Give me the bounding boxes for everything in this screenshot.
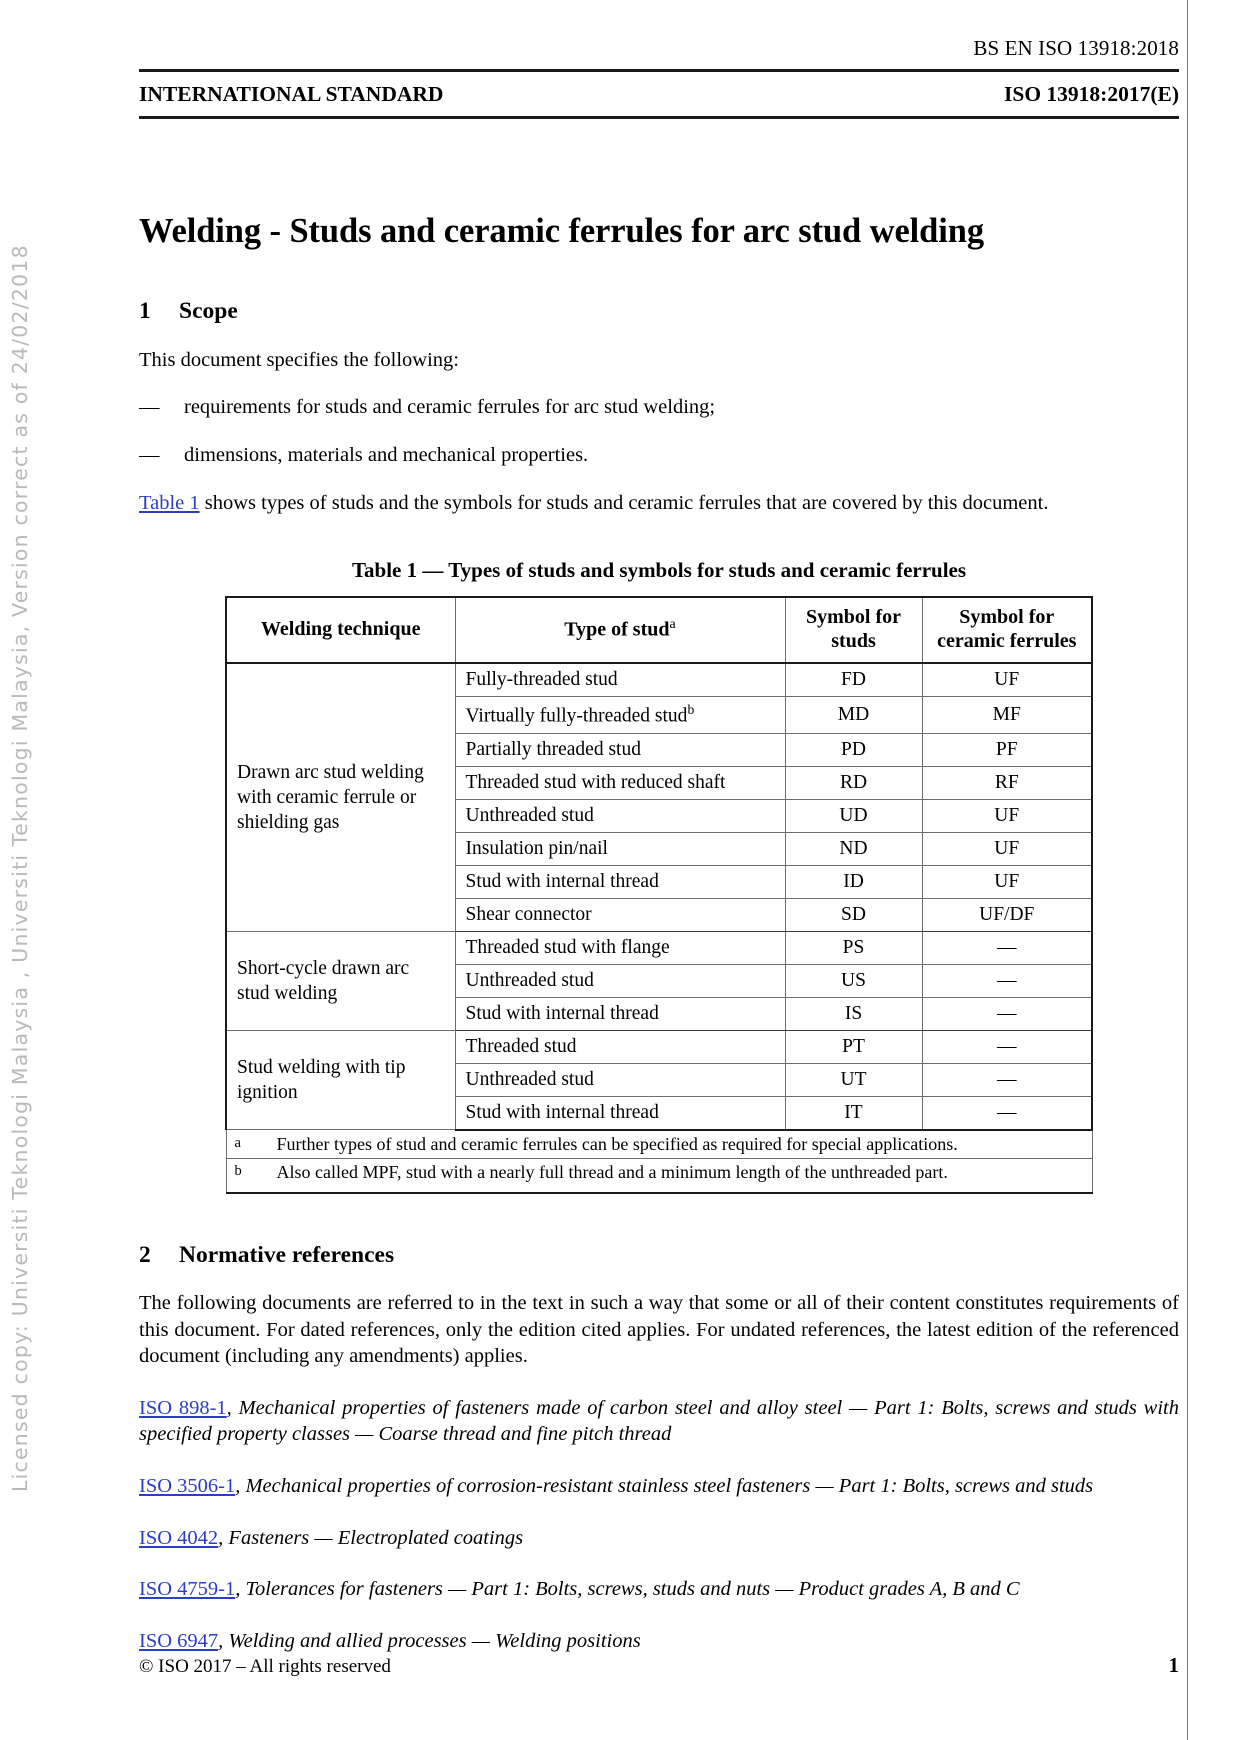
page-title: Welding - Studs and ceramic ferrules for arc stud welding bbox=[139, 212, 984, 250]
scope-list-item-text: requirements for studs and ceramic ferrules for arc stud welding; bbox=[184, 396, 716, 419]
page-footer bbox=[139, 1653, 1179, 1678]
stud-symbol: ID bbox=[785, 865, 922, 898]
column-header-symbol-for-ceramic-ferrules: Symbol for ceramic ferrules bbox=[922, 597, 1092, 663]
stud-type: Shear connector bbox=[455, 898, 785, 931]
ferrule-symbol: UF bbox=[922, 663, 1092, 697]
ferrule-symbol: RF bbox=[922, 766, 1092, 799]
scope-list-item-text: dimensions, materials and mechanical properties. bbox=[184, 443, 589, 466]
stud-type: Partially threaded stud bbox=[455, 733, 785, 766]
page-number: 1 bbox=[1168, 1653, 1179, 1677]
page-content bbox=[139, 0, 1179, 1655]
table-reference-paragraph bbox=[139, 490, 1179, 517]
page-edge-rule bbox=[1187, 0, 1188, 1740]
stud-type: Stud with internal thread bbox=[455, 865, 785, 898]
stud-symbol: FD bbox=[785, 663, 922, 697]
stud-type: Unthreaded stud bbox=[455, 964, 785, 997]
ferrule-symbol: — bbox=[922, 997, 1092, 1030]
stud-symbol: IS bbox=[785, 997, 922, 1030]
footnote-marker-b: b bbox=[687, 702, 695, 718]
ferrule-symbol: — bbox=[922, 931, 1092, 964]
iso-898-1-link[interactable]: ISO 898-1 bbox=[139, 1396, 227, 1419]
stud-type: Stud with internal thread bbox=[455, 1096, 785, 1130]
license-watermark: Licensed copy: Universiti Teknologi Malaysia , Universiti Teknologi Malaysia, Version correct as of 24/02/2018 bbox=[8, 244, 32, 1492]
normative-reference bbox=[139, 1525, 1179, 1552]
normative-reference-title: , Mechanical properties of fasteners made of carbon steel and alloy steel — Part 1: Bolts, screws and studs with specified property classes — Coarse thread and fine pitch thread bbox=[139, 1396, 1179, 1446]
stud-type: Unthreaded stud bbox=[455, 1063, 785, 1096]
stud-type: Fully-threaded stud bbox=[455, 663, 785, 697]
stud-type bbox=[455, 697, 785, 734]
scope-list-item bbox=[139, 442, 1179, 469]
stud-type: Threaded stud with reduced shaft bbox=[455, 766, 785, 799]
stud-symbol: SD bbox=[785, 898, 922, 931]
ferrule-symbol: — bbox=[922, 1030, 1092, 1063]
footnote-text-b: Also called MPF, stud with a nearly full thread and a minimum length of the unthreaded part. bbox=[276, 1161, 948, 1182]
ferrule-symbol: UF bbox=[922, 865, 1092, 898]
table-types-of-studs bbox=[225, 596, 1093, 1194]
clause-1-label: Scope bbox=[179, 297, 238, 324]
column-header-welding-technique: Welding technique bbox=[226, 597, 455, 663]
clause-2-number: 2 bbox=[139, 1241, 151, 1268]
ferrule-symbol: — bbox=[922, 964, 1092, 997]
header-rule-bottom bbox=[139, 116, 1179, 119]
stud-symbol: IT bbox=[785, 1096, 922, 1130]
column-header-type-of-stud-label: Type of stud bbox=[564, 618, 670, 641]
stud-type: Threaded stud with flange bbox=[455, 931, 785, 964]
footnote-marker-a: a bbox=[669, 617, 676, 633]
ferrule-symbol: UF bbox=[922, 832, 1092, 865]
normative-reference-title: , Mechanical properties of corrosion-resistant stainless steel fasteners — Part 1: Bolts, screws and studs bbox=[235, 1475, 1094, 1498]
dash-bullet: — bbox=[139, 443, 160, 466]
ferrule-symbol: — bbox=[922, 1063, 1092, 1096]
ferrule-symbol: UF bbox=[922, 799, 1092, 832]
normative-reference bbox=[139, 1628, 1179, 1655]
ferrule-symbol: UF/DF bbox=[922, 898, 1092, 931]
table-reference-text: shows types of studs and the symbols for studs and ceramic ferrules that are covered by this document. bbox=[199, 491, 1049, 514]
iso-3506-1-link[interactable]: ISO 3506-1 bbox=[139, 1475, 236, 1498]
header-row bbox=[139, 72, 1179, 116]
normative-reference-title: , Fasteners — Electroplated coatings bbox=[218, 1526, 524, 1549]
stud-symbol: PS bbox=[785, 931, 922, 964]
stud-type: Threaded stud bbox=[455, 1030, 785, 1063]
normative-reference-title: , Welding and allied processes — Welding positions bbox=[218, 1630, 641, 1653]
footnote-text-a: Further types of stud and ceramic ferrules can be specified as required for special applications. bbox=[276, 1133, 958, 1154]
column-header-symbol-for-studs: Symbol for studs bbox=[785, 597, 922, 663]
normative-reference bbox=[139, 1473, 1179, 1500]
stud-symbol: RD bbox=[785, 766, 922, 799]
stud-symbol: UT bbox=[785, 1063, 922, 1096]
scope-list-item bbox=[139, 394, 1179, 421]
table-header-row bbox=[226, 597, 1092, 663]
bs-standard-number: BS EN ISO 13918:2018 bbox=[973, 36, 1179, 60]
iso-6947-link[interactable]: ISO 6947 bbox=[139, 1630, 219, 1653]
stud-type: Stud with internal thread bbox=[455, 997, 785, 1030]
stud-type-label: Virtually fully-threaded stud bbox=[465, 705, 688, 727]
normative-reference bbox=[139, 1395, 1179, 1448]
clause-2-heading bbox=[139, 1242, 1179, 1269]
group-technique-drawn-arc: Drawn arc stud welding with ceramic ferrule or shielding gas bbox=[226, 663, 455, 931]
stud-symbol: ND bbox=[785, 832, 922, 865]
ferrule-symbol: MF bbox=[922, 697, 1092, 734]
footnote-mark-b: b bbox=[234, 1162, 242, 1179]
clause-1-number: 1 bbox=[139, 297, 151, 324]
footnote-mark-a: a bbox=[234, 1134, 241, 1151]
normative-reference-title: , Tolerances for fasteners — Part 1: Bolts, screws, studs and nuts — Product grades A, B and C bbox=[235, 1578, 1020, 1601]
dash-bullet: — bbox=[139, 396, 160, 419]
table-footnote-a bbox=[226, 1130, 1092, 1159]
column-header-type-of-stud bbox=[455, 597, 785, 663]
table-1-caption: Table 1 — Types of studs and symbols for studs and ceramic ferrules bbox=[351, 558, 967, 583]
normative-reference bbox=[139, 1576, 1179, 1603]
stud-symbol: US bbox=[785, 964, 922, 997]
table-row bbox=[226, 931, 1092, 964]
normative-intro: The following documents are referred to in the text in such a way that some or all of their content constitutes requirements of this document. For dated references, only the edition cited applies. For undated references, the latest edition of the referenced document (including any amendments) applies. bbox=[139, 1291, 1179, 1368]
stud-type: Unthreaded stud bbox=[455, 799, 785, 832]
stud-symbol: MD bbox=[785, 697, 922, 734]
group-technique-tip-ignition: Stud welding with tip ignition bbox=[226, 1030, 455, 1130]
iso-4042-link[interactable]: ISO 4042 bbox=[139, 1526, 219, 1549]
ferrule-symbol: — bbox=[922, 1096, 1092, 1130]
table-footnote-b bbox=[226, 1158, 1092, 1193]
group-technique-short-cycle: Short-cycle drawn arc stud welding bbox=[226, 931, 455, 1030]
scope-intro: This document specifies the following: bbox=[139, 348, 459, 371]
table-footnote-row bbox=[226, 1130, 1092, 1159]
international-standard-label: INTERNATIONAL STANDARD bbox=[139, 82, 444, 106]
table-1-link[interactable]: Table 1 bbox=[139, 491, 200, 514]
stud-type: Insulation pin/nail bbox=[455, 832, 785, 865]
stud-symbol: PD bbox=[785, 733, 922, 766]
stud-symbol: UD bbox=[785, 799, 922, 832]
table-row bbox=[226, 1030, 1092, 1063]
stud-symbol: PT bbox=[785, 1030, 922, 1063]
iso-4759-1-link[interactable]: ISO 4759-1 bbox=[139, 1578, 236, 1601]
table-row bbox=[226, 663, 1092, 697]
table-footnote-row bbox=[226, 1158, 1092, 1193]
clause-2-label: Normative references bbox=[179, 1241, 395, 1268]
copyright-notice: © ISO 2017 – All rights reserved bbox=[139, 1656, 391, 1677]
iso-standard-number: ISO 13918:2017(E) bbox=[1004, 82, 1179, 106]
clause-1-heading bbox=[139, 298, 1179, 325]
ferrule-symbol: PF bbox=[922, 733, 1092, 766]
